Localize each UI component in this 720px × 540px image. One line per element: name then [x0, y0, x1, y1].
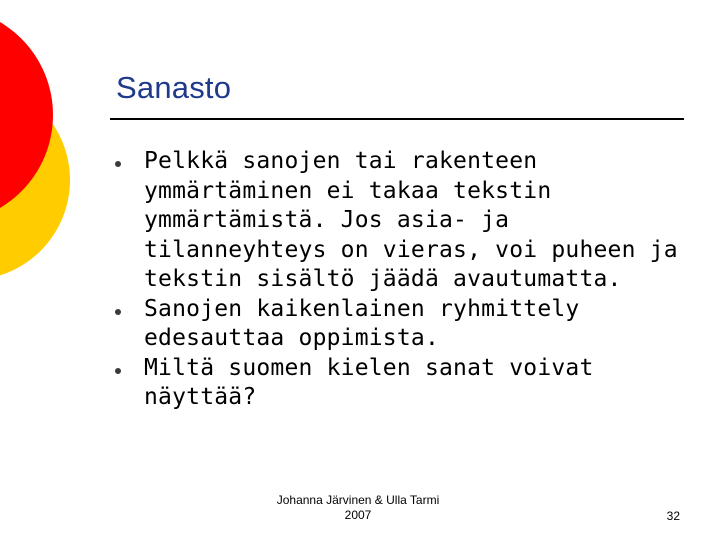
- bullet-text: Miltä suomen kielen sanat voivat näyttää?: [144, 354, 594, 410]
- footer-year: 2007: [344, 508, 372, 522]
- bullet-list: [112, 147, 692, 413]
- bullet-marker: [115, 368, 121, 374]
- bullet-text: Sanojen kaikenlainen ryhmittely edesauttaa oppimista.: [144, 295, 580, 351]
- page-number: 32: [666, 509, 680, 523]
- footer-credit: [258, 493, 458, 523]
- bullet-marker: [115, 161, 121, 167]
- bullet-item: [112, 147, 692, 295]
- bullet-text: Pelkkä sanojen tai rakenteen ymmärtäminen ei takaa tekstin ymmärtämistä. Jos asia- ja tilanneyhteys on vieras, voi puheen ja tekstin sisältö jäädä avautumatta.: [144, 148, 678, 292]
- slide-title: Sanasto: [116, 70, 232, 105]
- bullet-item: [112, 295, 692, 354]
- bullet-item: [112, 354, 692, 413]
- bullet-marker: [115, 309, 121, 315]
- title-underline: [110, 118, 684, 120]
- footer-authors: Johanna Järvinen & Ulla Tarmi: [276, 493, 440, 507]
